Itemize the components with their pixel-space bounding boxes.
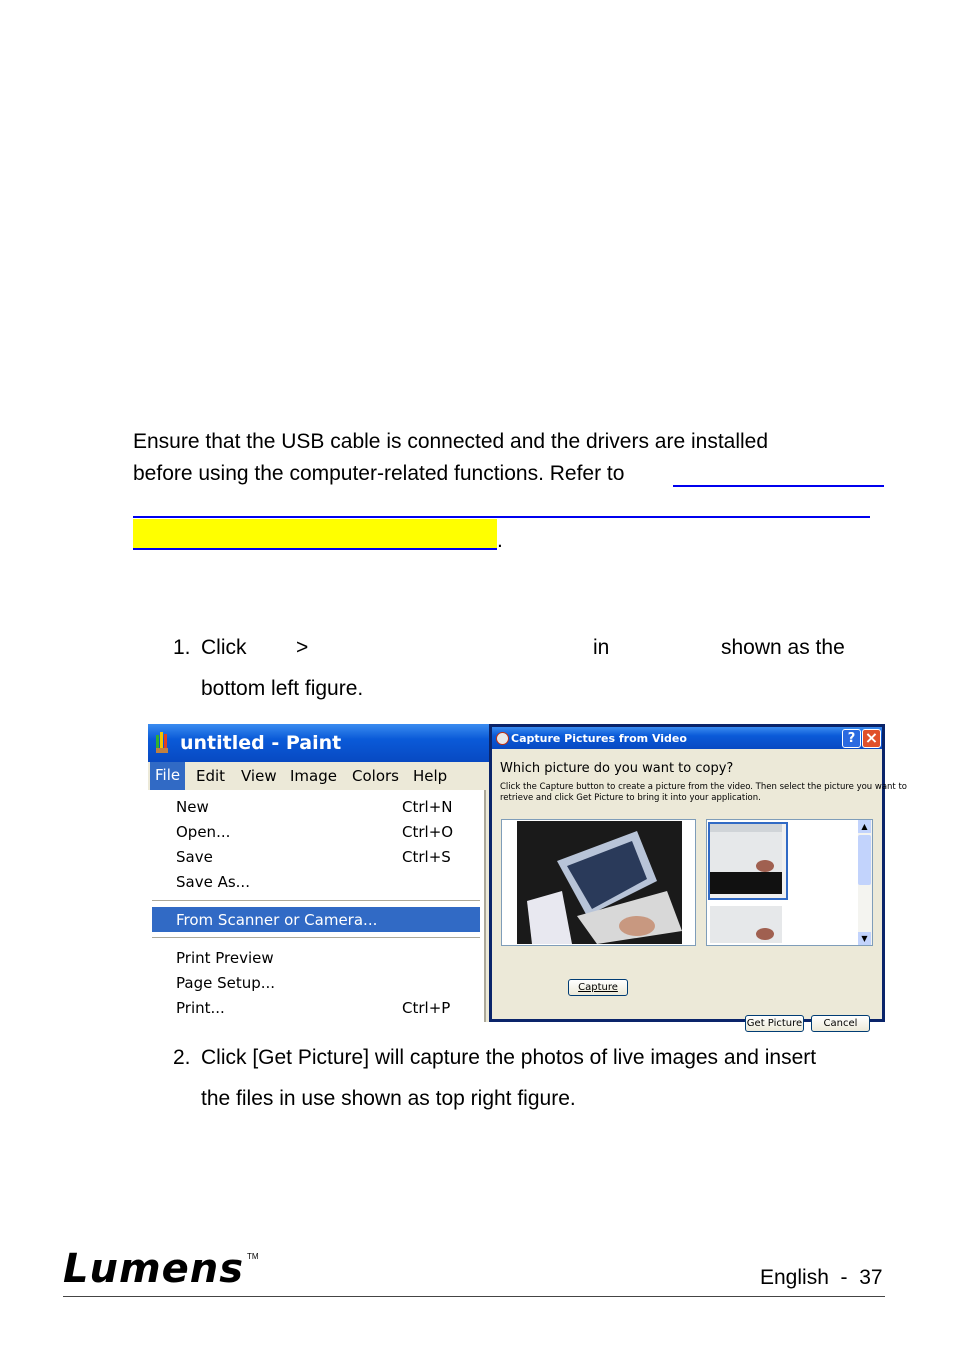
step-1-shown: shown as the: [721, 636, 845, 659]
menu-item-open[interactable]: Open...: [176, 823, 231, 841]
menu-separator: [152, 937, 480, 938]
menu-item-new[interactable]: New: [176, 798, 209, 816]
camera-icon: [496, 732, 509, 745]
dialog-question: Which picture do you want to copy?: [500, 761, 734, 776]
paint-app-icon: [154, 730, 172, 754]
highlighted-reference[interactable]: [133, 519, 497, 549]
menu-item-from-scanner-or-camera[interactable]: From Scanner or Camera...: [176, 911, 378, 929]
scroll-up-arrow[interactable]: ▲: [858, 820, 871, 833]
footer-rule: [63, 1296, 885, 1297]
highlighted-reference-underline: [133, 548, 497, 550]
paint-menu-bar: [148, 762, 489, 790]
paint-title-bar: [148, 724, 489, 762]
menu-view[interactable]: View: [241, 767, 277, 785]
screenshot-figure: [148, 724, 907, 1029]
lumens-logo: [63, 1246, 259, 1292]
step-1-line-2: bottom left figure.: [201, 677, 364, 700]
menu-item-print-preview[interactable]: Print Preview: [176, 949, 274, 967]
step-2-line-1: Click [Get Picture] will capture the photos of live images and insert: [201, 1046, 817, 1069]
menu-help[interactable]: Help: [413, 767, 448, 785]
scroll-down-arrow[interactable]: ▼: [858, 932, 871, 945]
step-2-line-2: the files in use shown as top right figure.: [201, 1087, 576, 1110]
step-1-in: in: [593, 636, 610, 659]
logo-text: Lumens: [63, 1246, 245, 1292]
step-2-number: 2.: [173, 1046, 191, 1069]
shortcut-new: Ctrl+N: [402, 798, 453, 816]
get-picture-button[interactable]: Get Picture: [745, 1015, 804, 1032]
paint-title: untitled - Paint: [180, 732, 342, 754]
menu-item-save-as[interactable]: Save As...: [176, 873, 250, 891]
shortcut-print: Ctrl+P: [402, 999, 451, 1017]
shortcut-save: Ctrl+S: [402, 848, 451, 866]
menu-file[interactable]: File: [150, 762, 185, 790]
cross-reference-link[interactable]: [673, 485, 884, 487]
menu-image[interactable]: Image: [290, 767, 337, 785]
live-video-preview: [501, 819, 696, 946]
video-frame-image: [517, 821, 682, 944]
dialog-instructions-2: retrieve and click Get Picture to bring it into your application.: [500, 793, 761, 803]
capture-dialog: [489, 724, 907, 1029]
cancel-button[interactable]: Cancel: [811, 1015, 870, 1032]
intro-line-1: Ensure that the USB cable is connected and the drivers are installed: [133, 430, 769, 453]
scroll-thumb[interactable]: [858, 835, 871, 885]
step-1-click: Click: [201, 636, 247, 659]
menu-colors[interactable]: Colors: [352, 767, 399, 785]
list-scrollbar[interactable]: [858, 820, 872, 945]
menu-item-page-setup[interactable]: Page Setup...: [176, 974, 276, 992]
dialog-instructions-1: Click the Capture button to create a picture from the video. Then select the picture you want to: [500, 782, 907, 792]
thumbnail-image: [710, 906, 782, 943]
menu-separator: [152, 900, 480, 901]
help-button[interactable]: ?: [842, 729, 861, 748]
captured-thumbnail-selected[interactable]: [708, 822, 788, 900]
shortcut-open: Ctrl+O: [402, 823, 454, 841]
dialog-title-bar: [492, 727, 882, 749]
trademark-mark: TM: [247, 1252, 259, 1261]
step-1-gt: >: [296, 636, 309, 659]
intro-period: .: [497, 529, 503, 552]
dialog-body: [492, 749, 907, 1029]
intro-line-2: before using the computer-related functions. Refer to: [133, 462, 625, 485]
step-1-number: 1.: [173, 636, 191, 659]
thumbnail-image: [710, 824, 782, 894]
close-icon[interactable]: ×: [862, 729, 881, 748]
captured-thumbnail[interactable]: [710, 906, 782, 943]
menu-edit[interactable]: Edit: [196, 767, 226, 785]
file-menu-dropdown: [148, 790, 486, 1022]
dialog-title: Capture Pictures from Video: [511, 732, 687, 745]
menu-item-save[interactable]: Save: [176, 848, 213, 866]
captured-pictures-list[interactable]: [706, 819, 873, 946]
capture-button[interactable]: Capture: [568, 979, 628, 996]
page-number-label: English - 37: [760, 1266, 883, 1289]
menu-item-print[interactable]: Print...: [176, 999, 225, 1017]
cross-reference-link-continued[interactable]: [133, 516, 870, 518]
paint-window: [148, 724, 489, 1022]
